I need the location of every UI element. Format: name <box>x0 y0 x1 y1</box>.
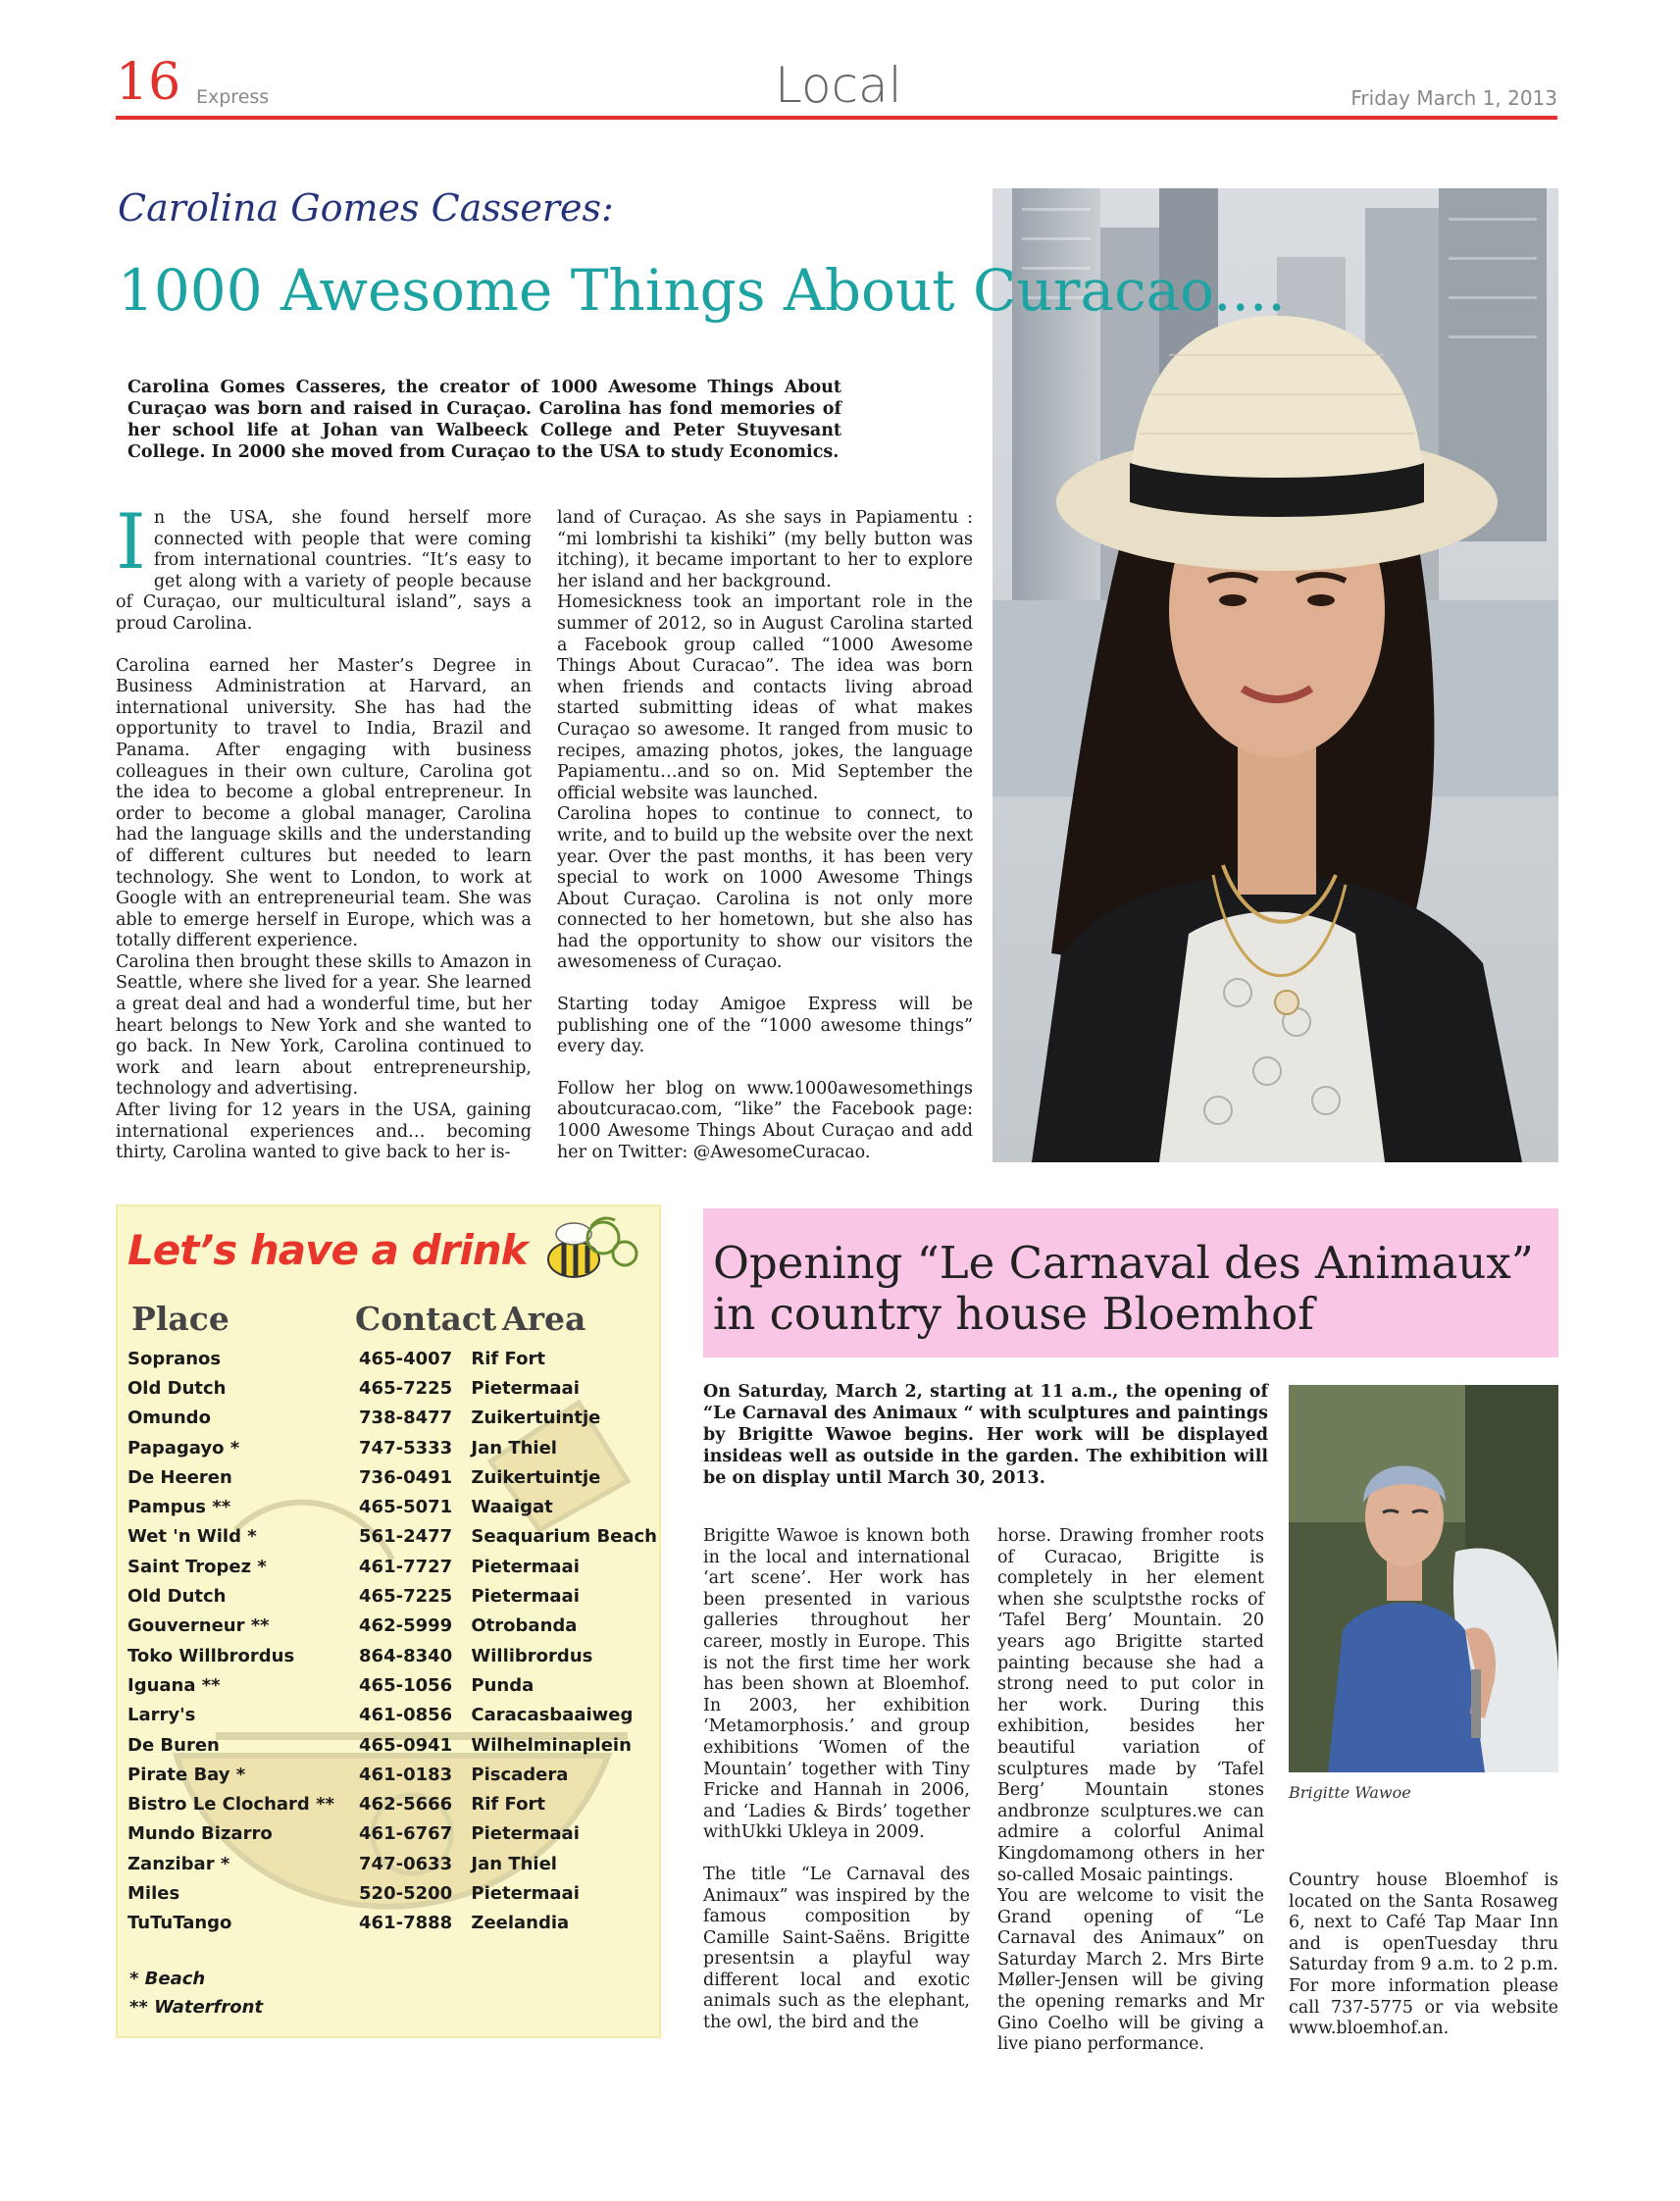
place-cell: Sopranos <box>127 1348 222 1369</box>
place-cell: Toko Willbrordus <box>127 1645 295 1666</box>
issue-date: Friday March 1, 2013 <box>1350 86 1557 110</box>
paragraph: Follow her blog on www.1000awesomethings aboutcuracao.com, “like” the Facebook page: 1000 Awesome Things About Curaçao and add her on Twitter: @AwesomeCuracao. <box>557 1078 973 1162</box>
table-row <box>127 1522 657 1552</box>
table-row <box>127 1433 657 1462</box>
area-cell: Willibrordus <box>471 1645 593 1666</box>
header-rule <box>116 116 1557 120</box>
legend-beach: * Beach <box>129 1969 206 1989</box>
place-cell: Saint Tropez * <box>127 1556 267 1577</box>
place-cell: Mundo Bizarro <box>127 1823 273 1845</box>
table-row <box>127 1849 657 1878</box>
contact-cell: 561-2477 <box>359 1526 453 1548</box>
contact-cell: 465-4007 <box>359 1348 453 1369</box>
area-cell: Pietermaai <box>471 1556 580 1577</box>
area-cell: Punda <box>471 1674 535 1696</box>
table-row <box>127 1701 657 1730</box>
photo-caption: Brigitte Wawoe <box>1289 1783 1411 1802</box>
article-kicker: Carolina Gomes Casseres: <box>118 186 614 230</box>
paragraph: Homesickness took an important role in the summer of 2012, so in August Carolina started a Facebook group called “1000 Awesome Things About Curacao”. The idea was born when friends and contacts living abroad started submitting ideas of what makes Curaçao so awesome. It ranged from music to recipes, amazing photos, jokes, the language Papiamentu…and so on. Mid September the official website was launched. <box>557 592 973 803</box>
column-header-contact: Contact <box>355 1300 497 1338</box>
column-header-place: Place <box>131 1300 229 1338</box>
table-row <box>127 1612 657 1641</box>
contact-cell: 738-8477 <box>359 1408 453 1429</box>
area-cell: Pietermaai <box>471 1377 580 1399</box>
contact-cell: 747-0633 <box>359 1853 453 1874</box>
area-cell: Caracasbaaiweg <box>471 1705 634 1726</box>
paragraph: After living for 12 years in the USA, gaining international experiences and… becoming thirty, Carolina wanted to give back to her is- <box>116 1100 532 1163</box>
bee-icon <box>535 1208 642 1287</box>
table-row <box>127 1641 657 1670</box>
place-cell: Miles <box>127 1882 180 1904</box>
drinks-legend <box>129 1965 263 2022</box>
contact-cell: 465-7225 <box>359 1377 453 1399</box>
contact-cell: 461-0856 <box>359 1705 453 1726</box>
place-cell: Omundo <box>127 1408 211 1429</box>
column-header-area: Area <box>502 1300 586 1338</box>
table-row <box>127 1344 657 1373</box>
table-row <box>127 1789 657 1818</box>
paragraph: horse. Drawing fromher roots of Curacao, Brigitte is completely in her element when she sculptsthe rocks of ‘Tafel Berg’ Mountain. 20 years ago Brigitte started painting because she had a strong need to put color in her work. During this exhibition, besides her beautiful variation of sculptures made by ‘Tafel Berg’ Mountain stones andbronze sculptures.we can admire a colorful Animal Kingdomamong others in her so-called Mosaic paintings. <box>997 1526 1264 1885</box>
paragraph: Country house Bloemhof is located on the Santa Rosaweg 6, next to Café Tap Maar Inn and is openTuesday thru Saturday from 9 a.m. to 2 p.m. For more information please call 737-5775 or via website www.bloemhof.an. <box>1289 1870 1558 2039</box>
place-cell: Gouverneur ** <box>127 1615 270 1637</box>
place-cell: Old Dutch <box>127 1377 227 1399</box>
contact-cell: 864-8340 <box>359 1645 453 1666</box>
area-cell: Pietermaai <box>471 1823 580 1845</box>
paragraph: n the USA, she found herself more connected with people that were coming from international countries. “It’s easy to get along with a variety of people because of Curaçao, our multicultural island”, says a proud Carolina. <box>116 508 532 634</box>
contact-cell: 520-5200 <box>359 1882 453 1904</box>
place-cell: Larry's <box>127 1705 196 1726</box>
area-cell: Rif Fort <box>471 1794 545 1816</box>
paragraph: Brigitte Wawoe is known both in the local and international ‘art scene’. Her work has been presented in various galleries throughout her career, mostly in Europe. This is not the first time her work has been shown at Bloemhof. In 2003, her exhibition ‘Metamorphosis.’ and group exhibitions ‘Women of the Mountain’ together with Tiny Fricke and Hannah in 2006, and ‘Ladies & Birds’ together withUkki Ukleya in 2009. <box>703 1526 970 1843</box>
table-row <box>127 1909 657 1938</box>
place-cell: Wet 'n Wild * <box>127 1526 257 1548</box>
place-cell: Pampus ** <box>127 1497 231 1518</box>
table-row <box>127 1670 657 1700</box>
place-cell: Old Dutch <box>127 1586 227 1608</box>
article2-column-1 <box>703 1526 970 2034</box>
paragraph: The title “Le Carnaval des Animaux” was inspired by the famous composition by Camille Saint-Saëns. Brigitte presentsin a playful way different local and exotic animals such as the elephant, the owl, the bird and the <box>703 1864 970 2033</box>
place-cell: Bistro Le Clochard ** <box>127 1794 334 1816</box>
place-cell: Papagayo * <box>127 1437 240 1459</box>
table-row <box>127 1730 657 1760</box>
contact-cell: 461-6767 <box>359 1823 453 1845</box>
table-row <box>127 1462 657 1492</box>
contact-cell: 465-0941 <box>359 1734 453 1756</box>
article-lede: Carolina Gomes Casseres, the creator of 1000 Awesome Things About Curaçao was born and raised in Curaçao. Carolina has fond memories of her school life at Johan van Walbeeck College and Peter Stuyvesant College. In 2000 she moved from Curaçao to the USA to study Economics. <box>127 378 841 462</box>
place-cell: De Heeren <box>127 1466 232 1488</box>
place-cell: Iguana ** <box>127 1674 221 1696</box>
place-cell: Zanzibar * <box>127 1853 230 1874</box>
legend-waterfront: ** Waterfront <box>129 1997 264 2018</box>
area-cell: Jan Thiel <box>471 1437 557 1459</box>
area-cell: Zeelandia <box>471 1913 570 1934</box>
table-row <box>127 1373 657 1403</box>
place-cell: De Buren <box>127 1734 220 1756</box>
contact-cell: 747-5333 <box>359 1437 453 1459</box>
contact-cell: 462-5999 <box>359 1615 453 1637</box>
table-row <box>127 1492 657 1521</box>
table-row <box>127 1760 657 1789</box>
area-cell: Pietermaai <box>471 1882 580 1904</box>
area-cell: Seaquarium Beach <box>471 1526 657 1548</box>
area-cell: Wilhelminaplein <box>471 1734 632 1756</box>
article2-lede: On Saturday, March 2, starting at 11 a.m., the opening of “Le Carnaval des Animaux “ with sculptures and paintings by Brigitte Wawoe begins. Her work will be displayed insideas well as outside in the garden. The exhibition will be on display until March 30, 2013. <box>703 1382 1268 1488</box>
area-cell: Pietermaai <box>471 1586 580 1608</box>
paragraph: Carolina hopes to continue to connect, to write, and to build up the website over the next year. Over the past months, it has been very special to work on 1000 Awesome Things About Curaçao. Carolina is not only more connected to her hometown, but she also has had the opportunity to show our visitors the awesomeness of Curaçao. <box>557 804 973 973</box>
article-column-2 <box>557 508 973 1163</box>
table-row <box>127 1878 657 1908</box>
contact-cell: 461-7888 <box>359 1913 453 1934</box>
place-cell: Pirate Bay * <box>127 1764 246 1785</box>
contact-cell: 461-7727 <box>359 1556 453 1577</box>
contact-cell: 461-0183 <box>359 1764 453 1785</box>
table-row <box>127 1404 657 1433</box>
contact-cell: 736-0491 <box>359 1466 453 1488</box>
contact-cell: 465-1056 <box>359 1674 453 1696</box>
article2-column-2 <box>997 1526 1264 2056</box>
paragraph: You are welcome to visit the Grand opening of “Le Carnaval des Animaux” on Saturday March 2. Mrs Birte Møller-Jensen will be giving the opening remarks and Mr Gino Coelho will be giving a live piano performance. <box>997 1886 1264 2055</box>
paragraph: Starting today Amigoe Express will be publishing one of the “1000 awesome things” every day. <box>557 995 973 1057</box>
article-column-1 <box>116 498 532 1164</box>
area-cell: Zuikertuintje <box>471 1408 601 1429</box>
contact-cell: 462-5666 <box>359 1794 453 1816</box>
publication-name: Express <box>196 86 270 108</box>
table-row <box>127 1581 657 1611</box>
table-row <box>127 1819 657 1849</box>
contact-cell: 465-7225 <box>359 1586 453 1608</box>
area-cell: Zuikertuintje <box>471 1466 601 1488</box>
brigitte-photo <box>1289 1385 1558 1772</box>
section-title: Local <box>775 57 902 114</box>
area-cell: Jan Thiel <box>471 1853 557 1874</box>
place-cell: TuTuTango <box>127 1913 232 1934</box>
drinks-table <box>127 1344 657 1938</box>
paragraph: land of Curaçao. As she says in Papiamentu : “mi lombrishi ta kishiki” (my belly button was itching), it became important to her to explore her island and her background. <box>557 508 973 591</box>
page-number: 16 <box>116 53 181 112</box>
drop-cap: I <box>116 498 146 587</box>
area-cell: Piscadera <box>471 1764 569 1785</box>
area-cell: Rif Fort <box>471 1348 545 1369</box>
article2-column-3 <box>1289 1870 1558 2040</box>
table-row <box>127 1552 657 1581</box>
area-cell: Otrobanda <box>471 1615 578 1637</box>
paragraph: Carolina then brought these skills to Amazon in Seattle, where she lived for a year. She learned a great deal and had a wonderful time, but her heart belongs to New York and she wanted to go back. In New York, Carolina continued to work and learn about entrepreneurship, technology and advertising. <box>116 951 532 1100</box>
article-headline: 1000 Awesome Things About Curacao.... <box>118 257 1286 324</box>
article2-headline: Opening “Le Carnaval des Animaux” in country house Bloemhof <box>713 1237 1534 1340</box>
drinks-title: Let’s have a drink <box>127 1226 528 1274</box>
carolina-photo <box>993 188 1558 1162</box>
paragraph: Carolina earned her Master’s Degree in Business Administration at Harvard, an international university. She has had the opportunity to travel to India, Brazil and Panama. After engaging with business colleagues in their own culture, Carolina got the idea to become a global entrepreneur. In order to become a global manager, Carolina had the language skills and the understanding of different cultures but needed to learn technology. She went to London, to work at Google with an entrepreneurial team. She was able to emerge herself in Europe, which was a totally different experience. <box>116 655 532 951</box>
contact-cell: 465-5071 <box>359 1497 453 1518</box>
area-cell: Waaigat <box>471 1497 553 1518</box>
